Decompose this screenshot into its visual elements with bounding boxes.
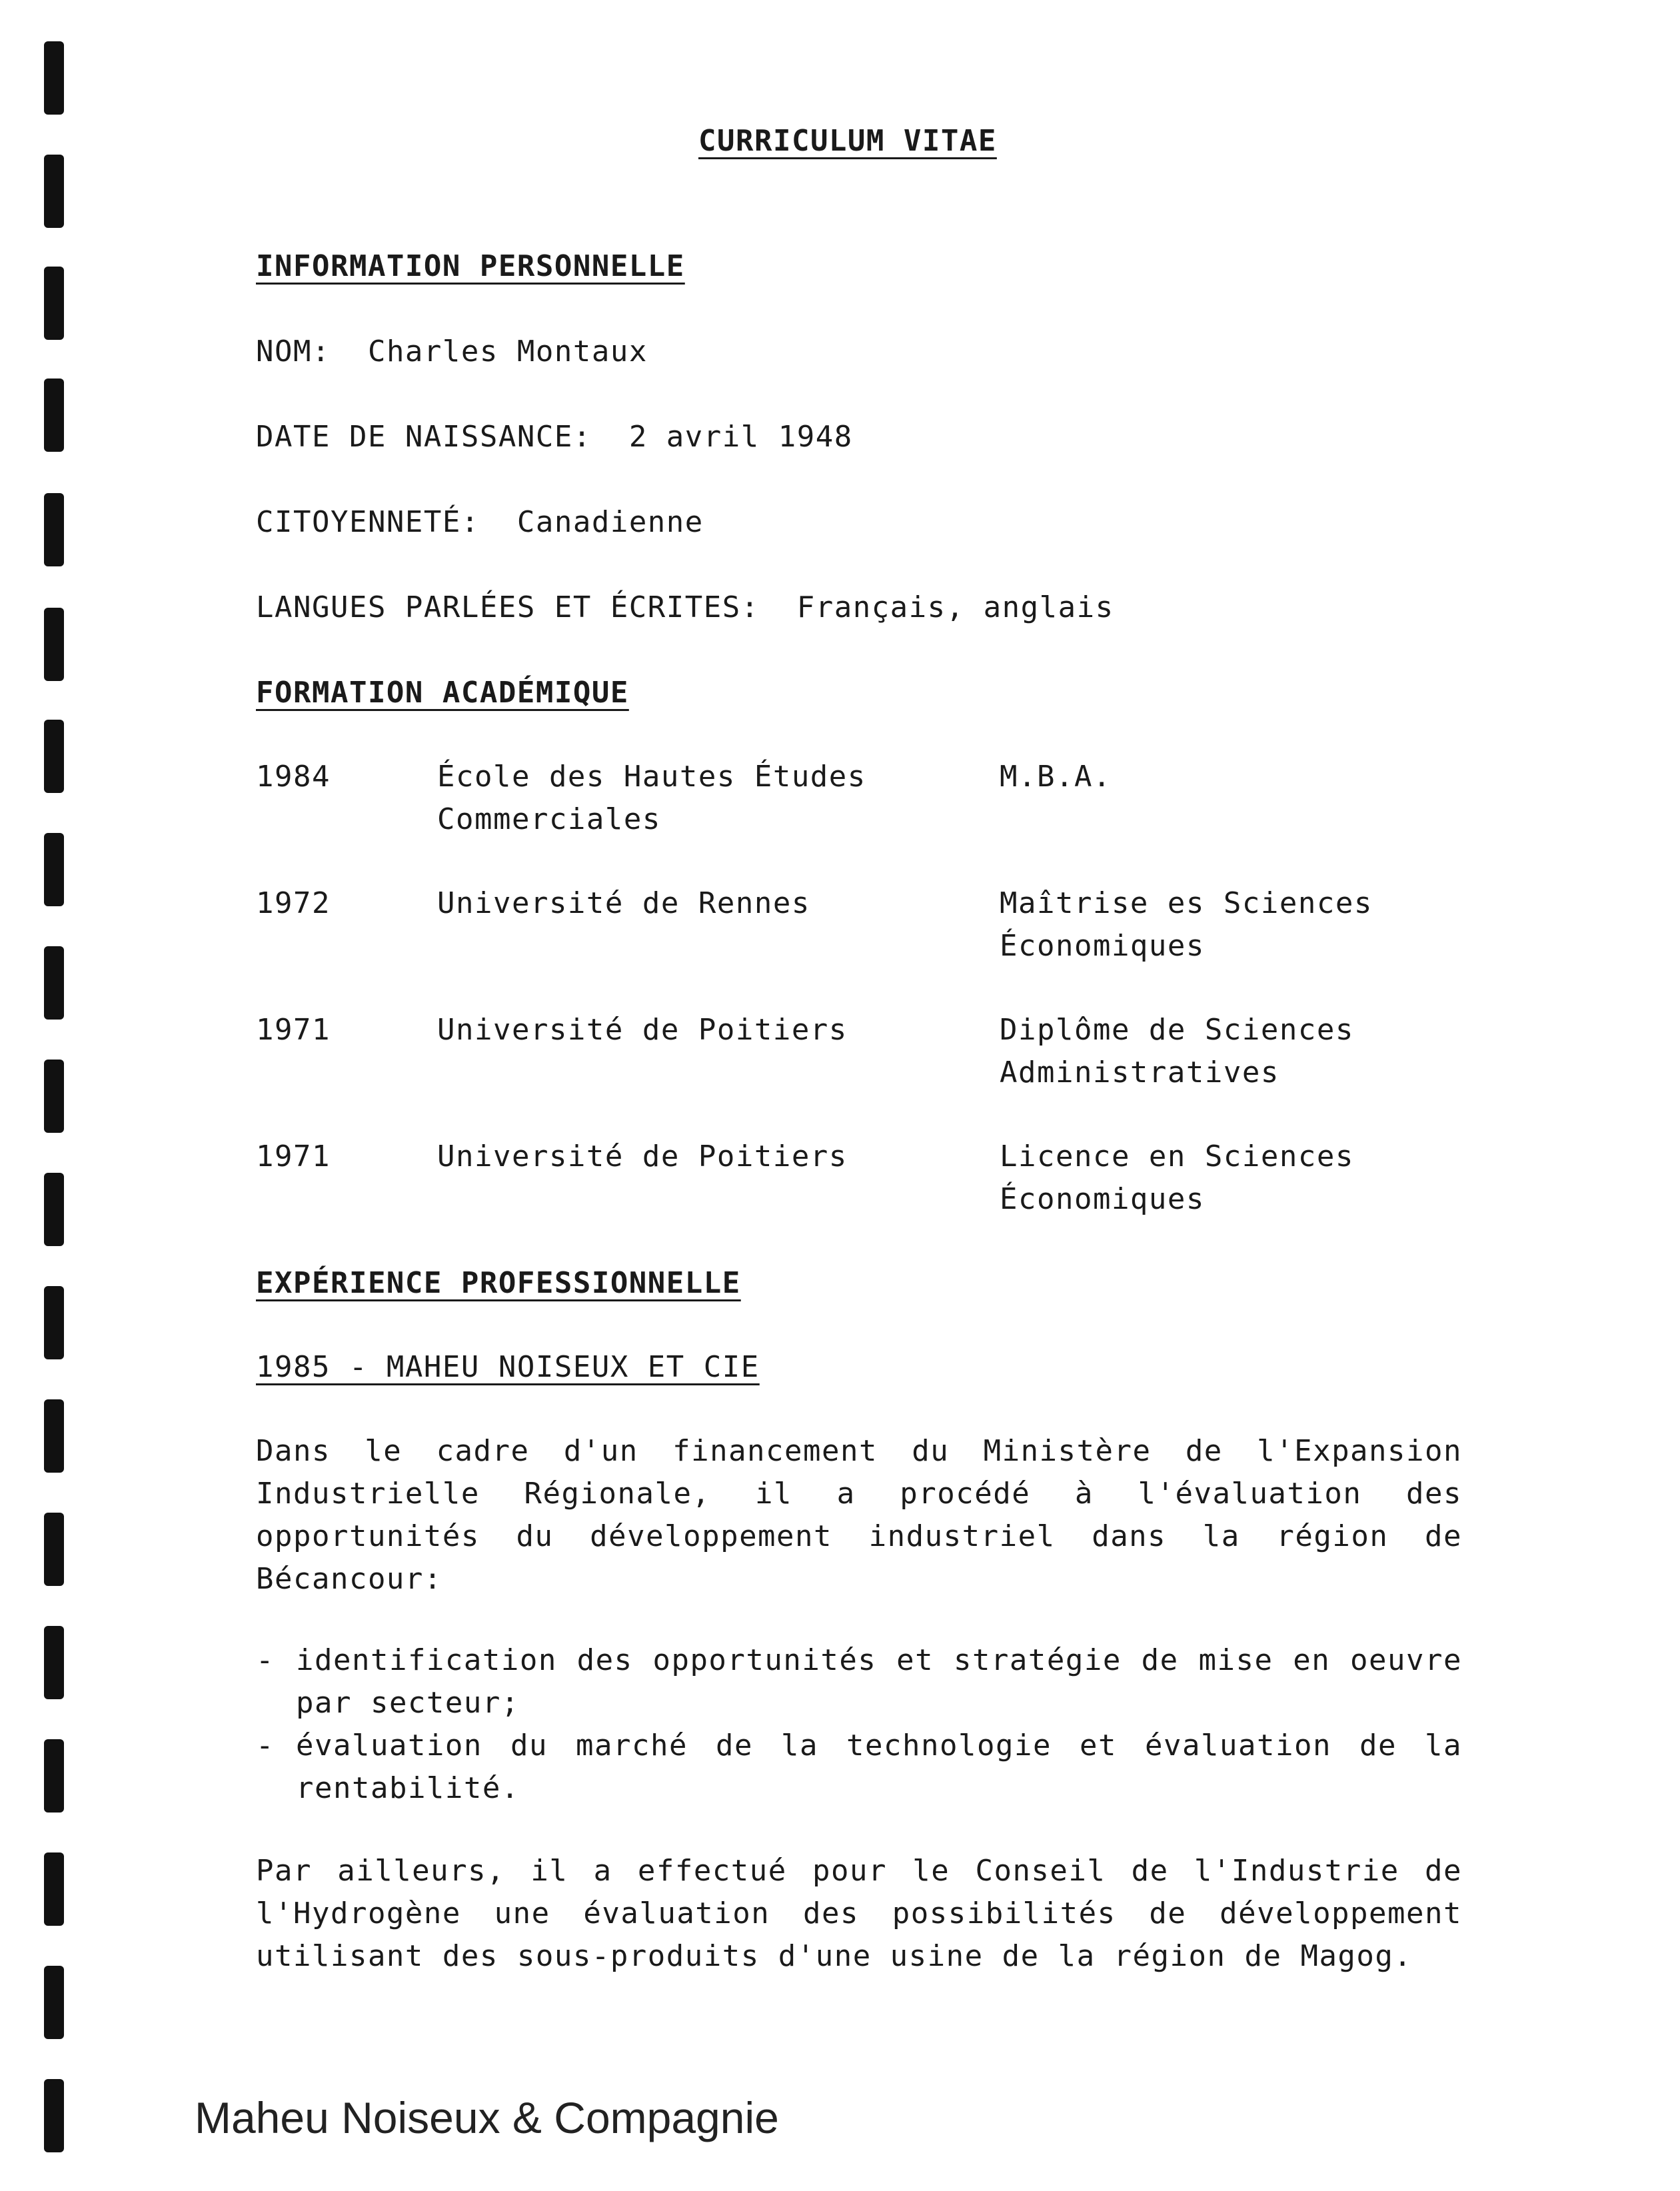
document-title: CURRICULUM VITAE bbox=[698, 124, 997, 158]
education-degree: Maîtrise es Sciences bbox=[1000, 886, 1373, 920]
paragraph-text: Dans le cadre d'un financement du Ministère de l'Expansion Industrielle Régionale, il a procédé à l'évaluation des opportunités du développement industriel dans la région de Bécancour: bbox=[256, 1434, 1462, 1596]
info-label: CITOYENNETÉ: bbox=[256, 505, 480, 539]
list-item bbox=[256, 1639, 1462, 1725]
binder-hole bbox=[44, 1173, 64, 1246]
education-year: 1971 bbox=[256, 1139, 331, 1173]
info-row-name bbox=[256, 331, 648, 373]
binder-hole bbox=[44, 1060, 64, 1133]
paragraph-text: Par ailleurs, il a effectué pour le Conseil de l'Industrie de l'Hydrogène une évaluation des possibilités de développement utilisant des sous-produits d'une usine de la région de Magog. bbox=[256, 1854, 1462, 1973]
experience-paragraph bbox=[256, 1850, 1462, 1978]
info-label: DATE DE NAISSANCE: bbox=[256, 420, 592, 454]
education-school: Université de Poitiers bbox=[437, 1013, 848, 1047]
binder-hole bbox=[44, 946, 64, 1020]
info-label: LANGUES PARLÉES ET ÉCRITES: bbox=[256, 590, 760, 624]
section-heading-education: FORMATION ACADÉMIQUE bbox=[256, 676, 629, 710]
experience-bullet-list bbox=[256, 1639, 1462, 1810]
bullet-dash: - bbox=[256, 1643, 275, 1677]
binder-hole bbox=[44, 267, 64, 340]
education-degree-cont: Économiques bbox=[1000, 1182, 1205, 1216]
binder-hole bbox=[44, 720, 64, 793]
education-year: 1984 bbox=[256, 760, 331, 794]
education-school: Université de Poitiers bbox=[437, 1139, 848, 1173]
binder-hole bbox=[44, 1286, 64, 1359]
info-value: Français, anglais bbox=[796, 590, 1114, 624]
info-value: 2 avril 1948 bbox=[628, 420, 853, 454]
binder-hole bbox=[44, 833, 64, 906]
binder-hole bbox=[44, 1739, 64, 1813]
education-degree: M.B.A. bbox=[1000, 760, 1112, 794]
education-year: 1971 bbox=[256, 1013, 331, 1047]
education-school: Université de Rennes bbox=[437, 886, 810, 920]
education-degree-cont: Administratives bbox=[1000, 1056, 1279, 1090]
education-school-cont: Commerciales bbox=[437, 802, 661, 836]
list-item-text: identification des opportunités et stratégie de mise en oeuvre par secteur; bbox=[296, 1643, 1462, 1720]
binder-hole bbox=[44, 41, 64, 115]
binder-hole bbox=[44, 378, 64, 452]
binder-hole bbox=[44, 1399, 64, 1473]
binder-hole bbox=[44, 493, 64, 566]
binder-hole bbox=[44, 1852, 64, 1926]
binder-hole bbox=[44, 1626, 64, 1699]
experience-paragraph bbox=[256, 1430, 1462, 1601]
education-degree: Licence en Sciences bbox=[1000, 1139, 1354, 1173]
bullet-dash: - bbox=[256, 1729, 275, 1763]
company-footer: Maheu Noiseux & Compagnie bbox=[195, 2093, 779, 2142]
section-heading-personal: INFORMATION PERSONNELLE bbox=[256, 249, 685, 283]
binder-hole bbox=[44, 608, 64, 681]
info-value: Canadienne bbox=[516, 505, 704, 539]
binder-hole bbox=[44, 1513, 64, 1586]
binder-hole bbox=[44, 1966, 64, 2039]
binder-holes bbox=[39, 0, 72, 2191]
section-heading-experience: EXPÉRIENCE PROFESSIONNELLE bbox=[256, 1266, 741, 1300]
list-item-text: évaluation du marché de la technologie et évaluation de la rentabilité. bbox=[296, 1729, 1462, 1805]
info-row-citizenship bbox=[256, 501, 704, 544]
education-school: École des Hautes Études bbox=[437, 760, 866, 794]
education-year: 1972 bbox=[256, 886, 331, 920]
job-heading: 1985 - MAHEU NOISEUX ET CIE bbox=[256, 1350, 760, 1384]
list-item bbox=[256, 1725, 1462, 1810]
info-row-birthdate bbox=[256, 416, 853, 458]
info-row-languages bbox=[256, 586, 1114, 629]
info-value: Charles Montaux bbox=[367, 335, 648, 368]
binder-hole bbox=[44, 155, 64, 228]
education-degree: Diplôme de Sciences bbox=[1000, 1013, 1354, 1047]
binder-hole bbox=[44, 2079, 64, 2152]
info-label: NOM: bbox=[256, 335, 331, 368]
education-degree-cont: Économiques bbox=[1000, 929, 1205, 963]
